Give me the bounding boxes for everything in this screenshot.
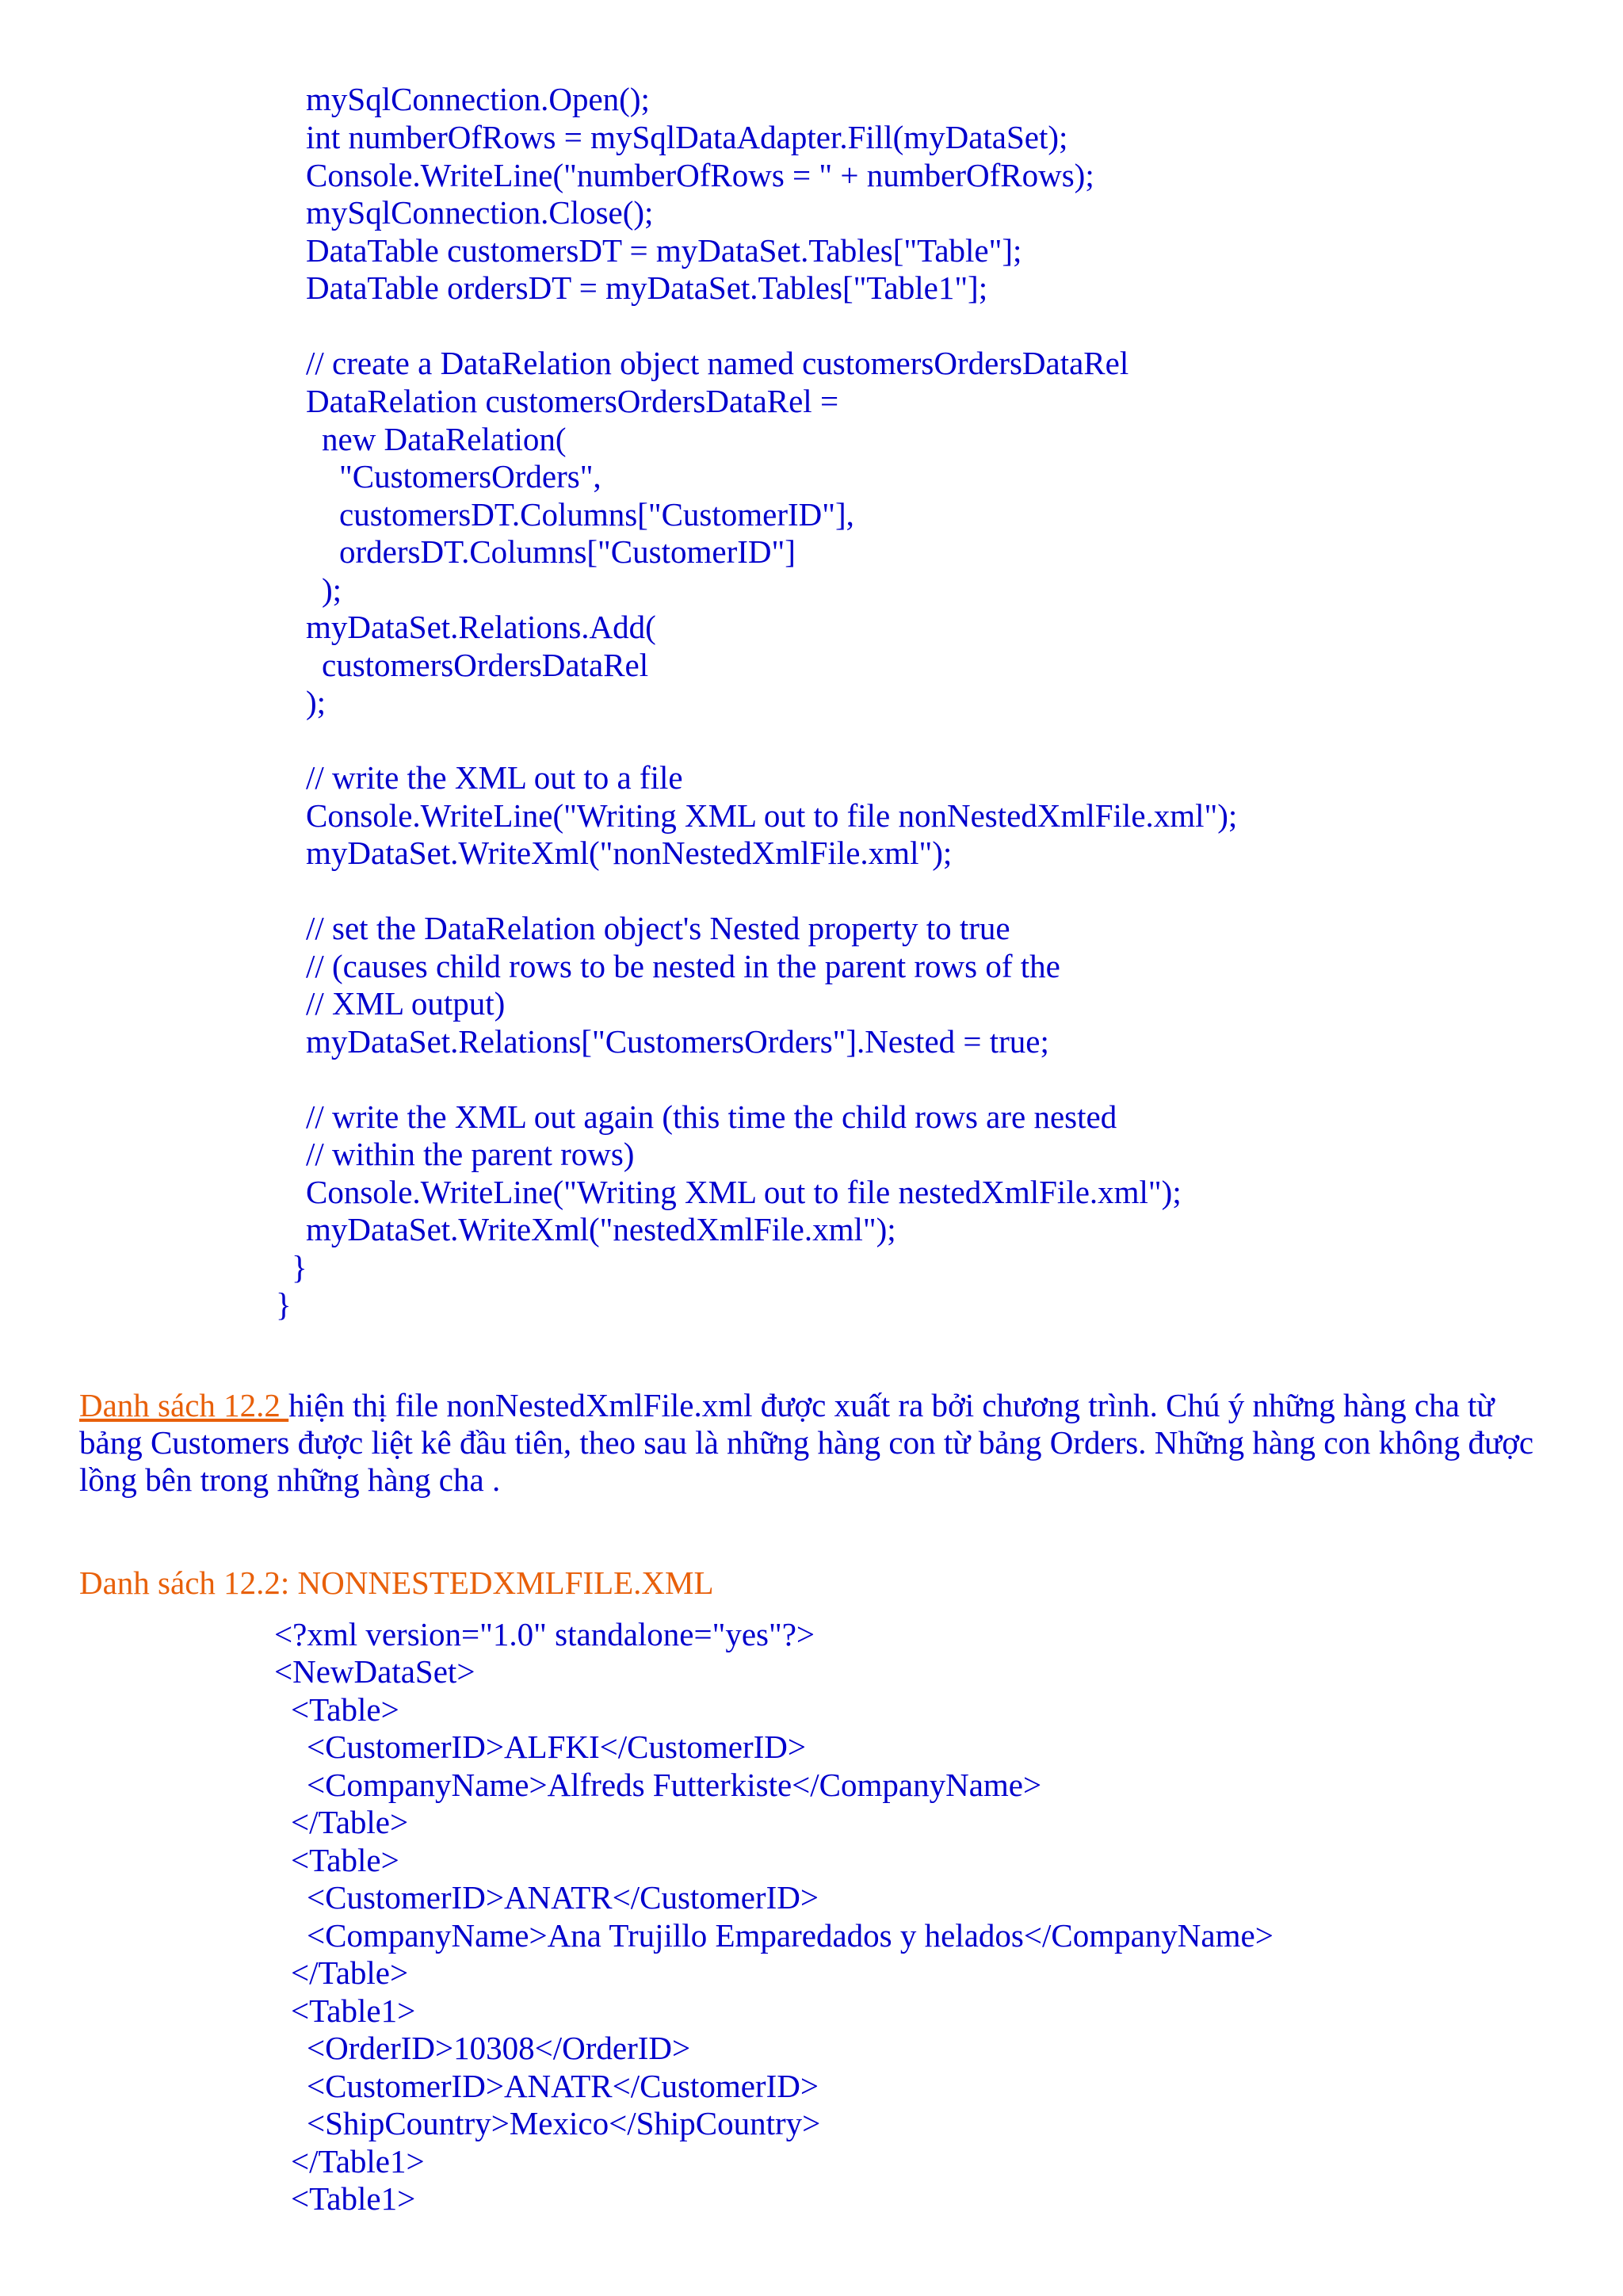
code-line: ordersDT.Columns["CustomerID"] xyxy=(339,533,796,570)
code-line: myDataSet.WriteXml("nestedXmlFile.xml"); xyxy=(306,1211,896,1247)
code-line: DataRelation customersOrdersDataRel = xyxy=(306,383,839,419)
code-line: customersOrdersDataRel xyxy=(322,647,649,683)
xml-line: </Table> xyxy=(291,1954,409,1991)
xml-line: <Table> xyxy=(291,1691,399,1728)
code-comment: // write the XML out to a file xyxy=(306,759,683,796)
code-comment: // write the XML out again (this time the child rows are nested xyxy=(306,1098,1117,1135)
xml-line: <CustomerID>ANATR</CustomerID> xyxy=(307,2068,819,2104)
code-line: new DataRelation( xyxy=(322,421,567,457)
code-line: ); xyxy=(306,684,327,720)
code-line: Console.WriteLine("Writing XML out to file nonNestedXmlFile.xml"); xyxy=(306,797,1238,834)
xml-line: <Table1> xyxy=(291,2180,416,2217)
description-text: hiện thị file nonNestedXmlFile.xml được xuất ra bởi chương trình. Chú ý những hàng cha từ bảng Customers được liệt kê đầu tiên, theo sau là những hàng con từ bảng Orders. Những hàng con không được lồng bên trong những hàng cha . xyxy=(79,1387,1534,1498)
xml-line: <OrderID>10308</OrderID> xyxy=(307,2030,691,2066)
xml-line: <CustomerID>ANATR</CustomerID> xyxy=(307,1879,819,1916)
listing-reference-link[interactable]: Danh sách 12.2 xyxy=(79,1387,289,1423)
xml-line: <Table> xyxy=(291,1842,399,1878)
code-line: ); xyxy=(322,571,342,608)
xml-line: <CompanyName>Ana Trujillo Emparedados y helados</CompanyName> xyxy=(307,1917,1274,1954)
code-line: customersDT.Columns["CustomerID"], xyxy=(339,496,854,533)
code-comment: // (causes child rows to be nested in the parent rows of the xyxy=(306,948,1060,984)
code-line: mySqlConnection.Open(); xyxy=(306,81,650,117)
code-line: Console.WriteLine("Writing XML out to file nestedXmlFile.xml"); xyxy=(306,1174,1182,1210)
code-line: "CustomersOrders", xyxy=(339,458,601,495)
code-line: DataTable ordersDT = myDataSet.Tables["Table1"]; xyxy=(306,269,988,306)
xml-line: <ShipCountry>Mexico</ShipCountry> xyxy=(307,2105,821,2141)
code-line: Console.WriteLine("numberOfRows = " + numberOfRows); xyxy=(306,157,1094,193)
xml-line: <?xml version="1.0" standalone="yes"?> xyxy=(274,1616,815,1652)
code-brace: } xyxy=(292,1249,307,1286)
xml-line: </Table> xyxy=(291,1804,409,1840)
code-line: myDataSet.WriteXml("nonNestedXmlFile.xml"); xyxy=(306,835,953,871)
code-comment: // set the DataRelation object's Nested property to true xyxy=(306,910,1010,946)
xml-line: </Table1> xyxy=(291,2143,425,2179)
code-line: DataTable customersDT = myDataSet.Tables["Table"]; xyxy=(306,232,1022,269)
code-line: int numberOfRows = mySqlDataAdapter.Fill(myDataSet); xyxy=(306,119,1068,155)
xml-line: <Table1> xyxy=(291,1992,416,2029)
code-comment: // XML output) xyxy=(306,985,506,1022)
description-paragraph xyxy=(79,1387,1561,1499)
code-line: myDataSet.Relations.Add( xyxy=(306,609,656,645)
code-line: myDataSet.Relations["CustomersOrders"].Nested = true; xyxy=(306,1023,1049,1060)
code-brace: } xyxy=(276,1286,292,1323)
code-comment: // within the parent rows) xyxy=(306,1136,635,1172)
xml-line: <NewDataSet> xyxy=(274,1653,475,1690)
code-comment: // create a DataRelation object named customersOrdersDataRel xyxy=(306,345,1129,381)
xml-line: <CompanyName>Alfreds Futterkiste</CompanyName> xyxy=(307,1767,1042,1803)
listing-title: Danh sách 12.2: NONNESTEDXMLFILE.XML xyxy=(79,1564,714,1601)
code-line: mySqlConnection.Close(); xyxy=(306,194,654,231)
xml-line: <CustomerID>ALFKI</CustomerID> xyxy=(307,1729,806,1765)
